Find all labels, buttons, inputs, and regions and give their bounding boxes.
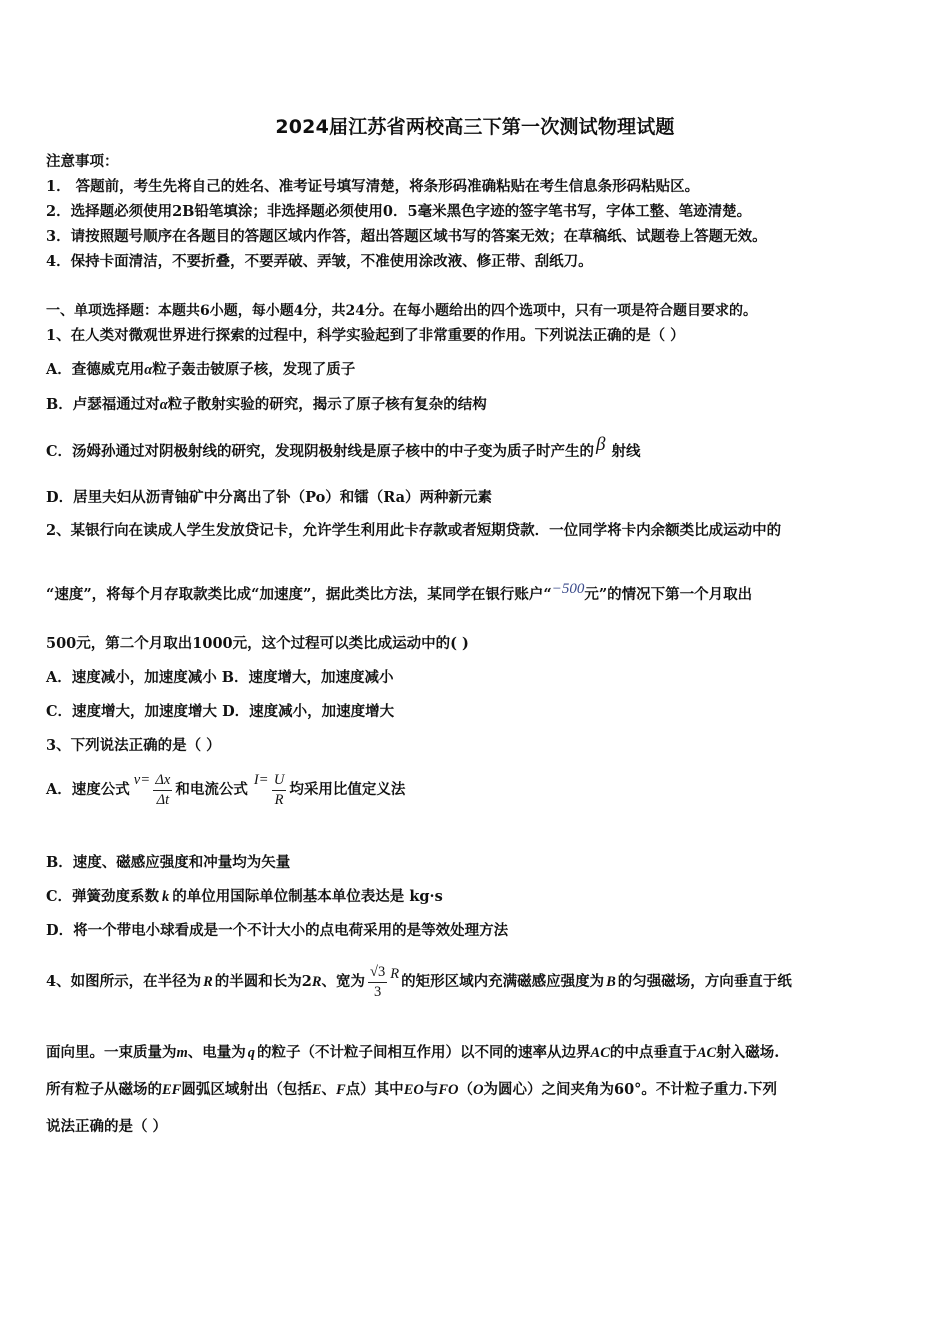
q1-option-d: D．居里夫妇从沥青铀矿中分离出了钋（Po）和镭（Ra）两种新元素 [46, 489, 493, 506]
q4-l3-d: 点）其中 [345, 1081, 404, 1098]
q1-stem: 1、在人类对微观世界进行探索的过程中，科学实验起到了非常重要的作用。下列说法正确的是（ ） [46, 327, 685, 344]
notice-item-3: 3．请按照题号顺序在各题目的答题区域内作答，超出答题区域书写的答案无效；在草稿纸、试题卷上答题无效。 [46, 228, 767, 245]
k-symbol: k [162, 889, 170, 905]
beta-symbol: β [596, 434, 606, 455]
boundary-ac: AC [696, 1045, 717, 1061]
q2-line2-start: “速度”，将每个月存取款类比成“加速度”，据此类比方法，某同学在银行账户“ [46, 586, 552, 603]
q1-option-b [46, 395, 487, 415]
current-symbol: I [253, 772, 259, 788]
segment-fo: FO [438, 1082, 459, 1098]
radius-symbol: R [390, 966, 400, 982]
mass-symbol: m [176, 1045, 188, 1061]
q4-l1-b: 的半圆和长为2 [214, 973, 312, 990]
notice-item-4: 4．保持卡面清洁，不要折叠，不要弄破、弄皱，不准使用涂改液、修正带、刮纸刀。 [46, 253, 593, 270]
q3-a-text-end: 均采用比值定义法 [289, 781, 406, 798]
q4-l2-d: 的中点垂直于 [609, 1044, 697, 1061]
q2-stem-line3: 500元，第二个月取出1000元，这个过程可以类比成运动中的( ) [46, 635, 469, 652]
field-symbol: B [606, 974, 616, 990]
fraction-numerator: √3 [368, 963, 387, 983]
equals-sign: = [141, 772, 150, 788]
q4-l3-g: 为圆心）之间夹角为60°。不计粒子重力.下列 [483, 1081, 777, 1098]
q3-a-middle: 和电流公式 [175, 781, 248, 798]
velocity-symbol: v [133, 772, 141, 788]
q1-a-text-end: 粒子轰击铍原子核，发现了质子 [152, 361, 356, 378]
point-e: E [311, 1082, 322, 1098]
current-fraction [272, 771, 286, 810]
q1-option-a [46, 360, 355, 380]
q4-stem-line1 [46, 962, 792, 1002]
alpha-symbol: α [144, 362, 153, 378]
radius-symbol: R [311, 974, 322, 990]
q3-c-text-end: 的单位用国际单位制基本单位表达是 kg·s [172, 888, 443, 905]
q4-stem-line2 [46, 1043, 779, 1063]
q1-b-text-end: 粒子散射实验的研究，揭示了原子核有复杂的结构 [167, 396, 487, 413]
q4-stem-line3 [46, 1080, 777, 1100]
fraction-denominator: R [274, 791, 284, 808]
fraction-denominator: 3 [374, 983, 382, 1000]
q4-l1-c: 、宽为 [321, 973, 366, 990]
q1-b-text: B．卢瑟福通过对 [46, 396, 160, 413]
q3-stem: 3、下列说法正确的是（ ） [46, 737, 221, 754]
balance-value: −500 [551, 581, 585, 597]
q4-l2-a: 面向里。一束质量为 [46, 1044, 177, 1061]
q4-l1-d: 的矩形区域内充满磁感应强度为 [401, 973, 605, 990]
q4-l3-b: 圆弧区域射出（包括 [181, 1081, 312, 1098]
q1-c-text: C．汤姆孙通过对阴极射线的研究，发现阴极射线是原子核中的中子变为质子时产生的 [46, 443, 595, 460]
point-f: F [336, 1082, 346, 1098]
q3-a-text: A．速度公式 [46, 781, 130, 798]
section-heading: 一、单项选择题：本题共6小题，每小题4分，共24分。在每小题给出的四个选项中，只有一项是符合题目要求的。 [46, 303, 757, 319]
width-fraction [368, 963, 387, 1002]
q1-c-text-end: 射线 [611, 443, 641, 460]
q1-option-c [46, 434, 641, 462]
arc-ef: EF [162, 1082, 182, 1098]
q2-stem-line1: 2、某银行向在读成人学生发放贷记卡，允许学生利用此卡存款或者短期贷款．一位同学将卡内余额类比成运动中的 [46, 522, 782, 539]
notice-item-1: 1． 答题前，考生先将自己的姓名、准考证号填写清楚，将条形码准确粘贴在考生信息条形码粘贴区。 [46, 178, 700, 195]
fraction-numerator: Δx [153, 771, 172, 791]
notice-heading: 注意事项： [46, 153, 119, 170]
point-o: O [473, 1082, 484, 1098]
fraction-numerator: U [272, 771, 286, 791]
alpha-symbol: α [159, 397, 168, 413]
q2-line2-end: 元”的情况下第一个月取出 [584, 586, 753, 603]
page-title: 2024届江苏省两校高三下第一次测试物理试题 [275, 116, 675, 138]
q3-option-d: D．将一个带电小球看成是一个不计大小的点电荷采用的是等效处理方法 [46, 922, 509, 939]
q3-c-text: C．弹簧劲度系数 [46, 888, 160, 905]
boundary-ac: AC [590, 1045, 610, 1061]
q4-l2-b: 、电量为 [187, 1044, 246, 1061]
charge-symbol: q [247, 1045, 256, 1061]
notice-item-2: 2．选择题必须使用2B铅笔填涂；非选择题必须使用0．5毫米黑色字迹的签字笔书写，字体工整、笔迹清楚。 [46, 203, 752, 220]
q4-l2-c: 的粒子（不计粒子间相互作用）以不同的速率从边界 [257, 1044, 591, 1061]
fraction-denominator: Δt [156, 791, 170, 808]
q1-a-text: A．查德威克用 [46, 361, 145, 378]
q2-options-ab: A．速度减小，加速度减小 B．速度增大，加速度减小 [46, 669, 394, 686]
q4-l3-f: （ [458, 1081, 473, 1098]
radius-symbol: R [203, 974, 213, 990]
q3-option-c [46, 887, 443, 907]
q3-option-b: B．速度、磁感应强度和冲量均为矢量 [46, 854, 291, 871]
q3-option-a [46, 770, 405, 810]
velocity-fraction [153, 771, 172, 810]
q2-stem-line2 [46, 581, 753, 605]
equals-sign: = [259, 772, 268, 788]
q4-l3-e: 与 [423, 1081, 439, 1098]
q4-l1-e: 的匀强磁场，方向垂直于纸 [617, 973, 792, 990]
q2-options-cd: C．速度增大，加速度增大 D．速度减小，加速度增大 [46, 703, 395, 720]
segment-eo: EO [403, 1082, 424, 1098]
q4-l3-c: 、 [321, 1081, 337, 1098]
q4-l1-a: 4、如图所示，在半径为 [46, 973, 202, 990]
q4-l2-e: 射入磁场. [716, 1044, 780, 1061]
q4-l3-a: 所有粒子从磁场的 [46, 1081, 162, 1098]
q4-stem-line4: 说法正确的是（ ） [46, 1118, 168, 1135]
